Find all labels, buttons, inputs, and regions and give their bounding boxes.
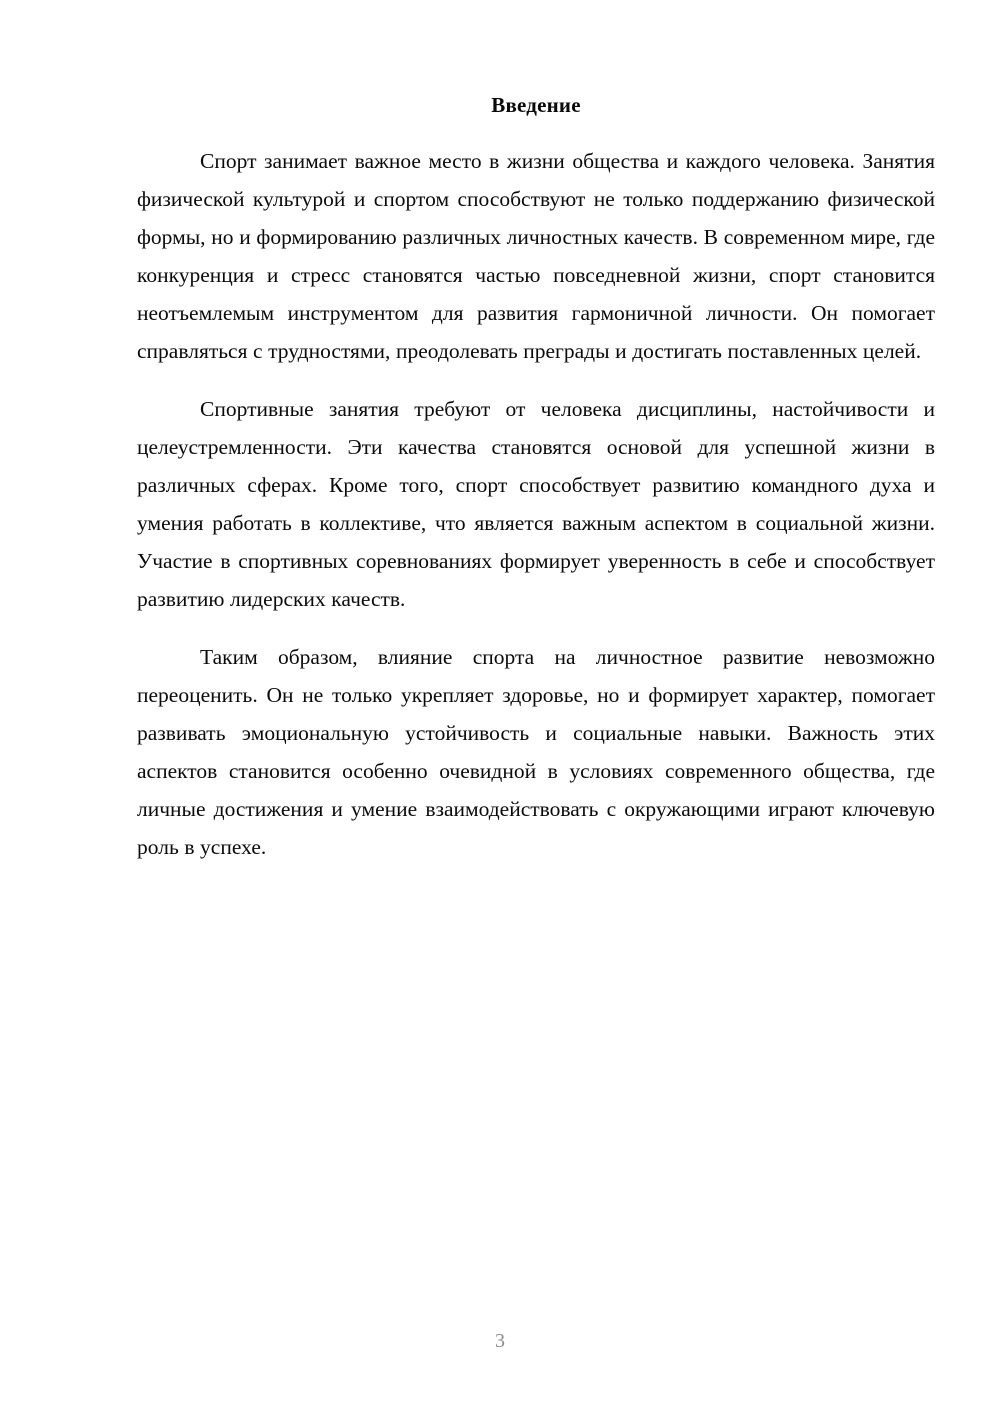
page-title: Введение (491, 93, 581, 117)
body-paragraph: Спорт занимает важное место в жизни общества и каждого человека. Занятия физической культурой и спортом способствуют не только поддержанию физической формы, но и формированию различных личностных качеств. В современном мире, где конкуренция и стресс становятся частью повседневной жизни, спорт становится неотъемлемым инструментом для развития гармоничной личности. Он помогает справляться с трудностями, преодолевать преграды и достигать поставленных целей. (137, 149, 935, 363)
body-paragraph: Спортивные занятия требуют от человека дисциплины, настойчивости и целеустремленности. Эти качества становятся основой для успешной жизни в различных сферах. Кроме того, спорт способствует развитию командного духа и умения работать в коллективе, что является важным аспектом в социальной жизни. Участие в спортивных соревнованиях формирует уверенность в себе и способствует развитию лидерских качеств. (137, 397, 935, 611)
page-number: 3 (495, 1330, 505, 1352)
body-paragraph: Таким образом, влияние спорта на личностное развитие невозможно переоценить. Он не только укрепляет здоровье, но и формирует характер, помогает развивать эмоциональную устойчивость и социальные навыки. Важность этих аспектов становится особенно очевидной в условиях современного общества, где личные достижения и умение взаимодействовать с окружающими играют ключевую роль в успехе. (137, 645, 935, 859)
page-content (137, 86, 935, 866)
